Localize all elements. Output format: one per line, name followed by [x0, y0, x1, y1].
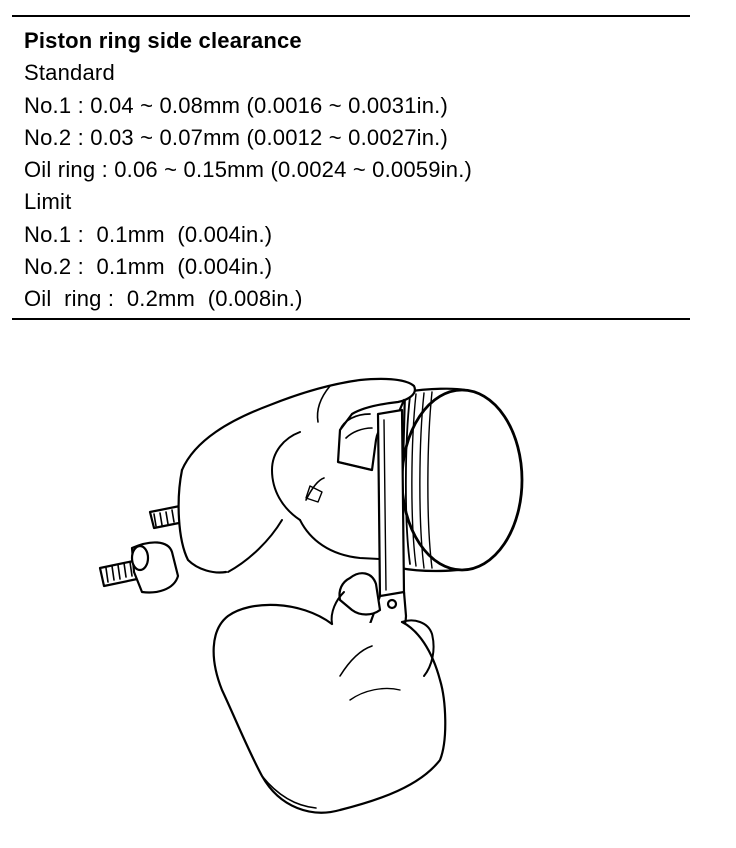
standard-label: Standard	[24, 60, 115, 86]
bottom-rule	[12, 318, 690, 320]
top-rule	[12, 15, 690, 17]
standard-oil-ring: Oil ring : 0.06 ~ 0.15mm (0.0024 ~ 0.0059in.)	[24, 157, 473, 183]
standard-no2: No.2 : 0.03 ~ 0.07mm (0.0012 ~ 0.0027in.)	[24, 124, 449, 150]
lower-hand	[214, 573, 446, 812]
spec-block	[24, 25, 472, 316]
piston-feeler-gauge-illustration	[90, 372, 540, 822]
limit-no1: No.1 : 0.1mm (0.004in.)	[24, 221, 273, 247]
standard-no1: No.1 : 0.04 ~ 0.08mm (0.0016 ~ 0.0031in.)	[24, 92, 449, 118]
connecting-rod-studs	[100, 506, 184, 592]
limit-label: Limit	[24, 189, 72, 215]
limit-oil-ring: Oil ring : 0.2mm (0.008in.)	[24, 286, 303, 312]
spec-title: Piston ring side clearance	[24, 28, 302, 53]
limit-no2: No.2 : 0.1mm (0.004in.)	[24, 254, 273, 280]
